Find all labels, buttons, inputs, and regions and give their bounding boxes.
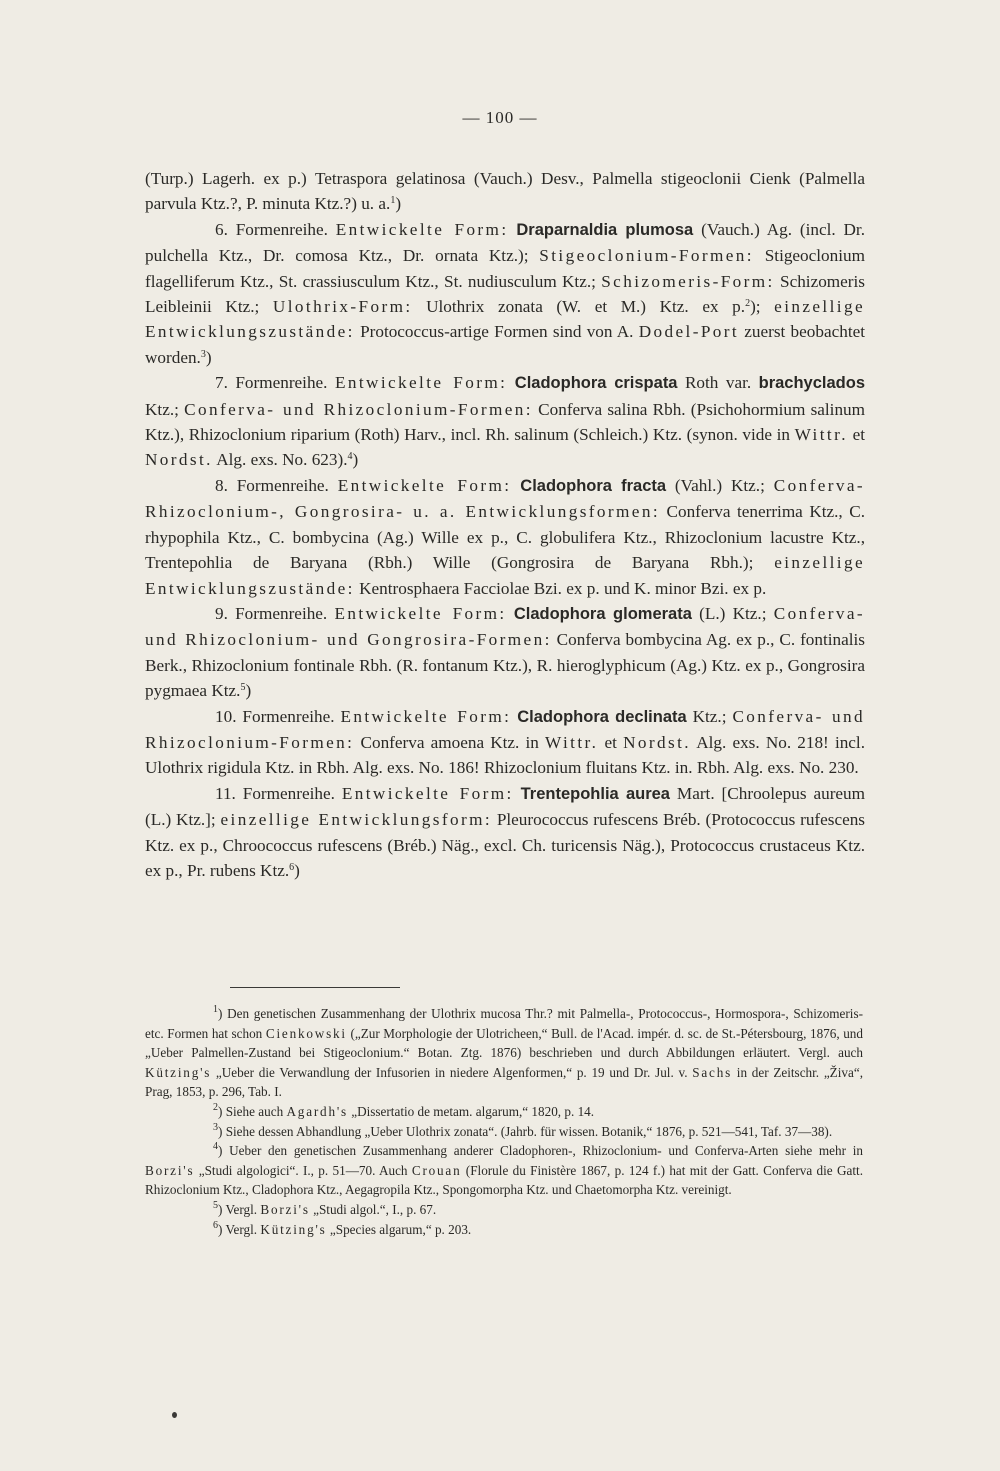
paragraph-formenreihe-7 [145,370,865,473]
text-run: ) Den genetischen Zusammenhang der Ulothrix mucosa Thr.? mit Palmella-, Protococcus-, Hormospora-, Schizomeris- etc. Formen hat schon [145,1006,863,1041]
text-run: Stigeoclonium flagelliferum Ktz., St. crassiusculum Ktz., St. nudiusculum Ktz.; [145,246,865,291]
paragraph-formenreihe-11 [145,781,865,884]
footnote-mark: 6 [213,1219,218,1231]
text-run: (Turp.) Lagerh. ex p.) Tetraspora gelatinosa (Vauch.) Desv., Palmella stigeoclonii Cienk (Palmella parvula Ktz.?, P. minuta Ktz.?) u. a. [145,169,865,214]
footnote-1 [145,1004,863,1102]
text-run: Ktz.; [145,399,185,419]
series-number: 6. Formenreihe. [215,219,336,239]
text-run: „Studi algol.“, I., p. 67. [309,1201,437,1217]
spaced-term: Entwickelte Form: [335,219,509,239]
spaced-term: Entwickelte Form: [334,373,508,393]
text-run: (Florule du Finistère 1867, p. 124 f.) hat mit der Gatt. Conferva die Gatt. Rhizoclonium Ktz., Cladophora Ktz., Aegagropila Ktz., Spongomorpha Ktz. und Chaetomorpha Ktz. vereinigt. [145,1162,863,1198]
genus-name: Draparnaldia plumosa [516,220,694,239]
text-run: Protococcus-artige Formen sind von A. [354,322,639,342]
footnotes [145,1004,863,1239]
text-run: ) [352,450,359,470]
text-run: ) Vergl. [218,1221,261,1237]
text-run: „Ueber die Verwandlung der Infusorien in niedere Algenformen,“ p. 19 und Dr. Jul. v. [211,1064,693,1080]
text-run: Kentrosphaera Facciolae Bzi. ex p. und K. minor Bzi. ex p. [354,578,767,598]
main-text [145,166,865,883]
spaced-term: Conferva- und Rhizoclonium- und Gongrosira-Formen: [145,603,865,650]
spaced-term: einzellige Entwicklungszustände: [145,553,865,598]
text-run: (Vauch.) Ag. (incl. Dr. pulchella Ktz., Dr. comosa Ktz., Dr. ornata Ktz.); [145,219,865,266]
genus-name: Trentepohlia aurea [520,784,670,803]
text-run: ) Ueber den genetischen Zusammenhang anderer Cladophoren-, Rhizoclonium- und Conferva-Arten siehe mehr in [218,1143,863,1159]
author-name: Dodel-Port [638,322,740,342]
page-number: — 100 — [462,108,538,127]
spaced-term: Entwickelte Form: [337,475,512,495]
footnote-ref[interactable]: 4 [347,451,353,463]
series-number: 8. Formenreihe. [215,475,338,495]
text-run: Alg. exs. No. 623). [212,450,348,470]
text-run: Ulothrix zonata (W. et M.) Ktz. ex p. [412,297,746,317]
text-run: Mart. [Chroolepus aureum (L.) Ktz.]; [145,783,866,830]
series-number: 10. Formenreihe. [215,706,341,726]
text-run: ) Vergl. [218,1201,261,1217]
text-run: Alg. exs. No. 218! incl. Ulothrix rigidula Ktz. in Rbh. Alg. exs. No. 186! Rhizoclonium fluitans Ktz. in. Rbh. Alg. exs. No. 230. [145,732,866,778]
footnote-ref[interactable]: 6 [289,861,295,873]
footnote-ref[interactable]: 1 [390,195,396,207]
author-name: Kützing's [145,1064,212,1080]
footnote-separator [230,987,400,988]
text-run: „Dissertatio de metam. algarum,“ 1820, p. 14. [347,1103,595,1119]
text-run: ) Siehe auch [218,1103,287,1119]
spaced-term: einzellige Entwicklungsform: [220,810,493,830]
footnote-ref[interactable]: 2 [745,298,751,310]
author-name: Wittr. [794,425,848,445]
text-run: et [598,732,624,752]
text-run: Conferva amoena Ktz. in [354,732,546,752]
spaced-term: Entwickelte Form: [341,783,514,803]
spaced-term: Stigeoclonium-Formen: [539,246,754,266]
text-run: „Species algarum,“ p. 203. [326,1221,472,1237]
text-run: „Studi algologici“. I., p. 51—70. Auch [194,1162,412,1178]
text-run: Conferva bombycina Ag. ex p., C. fontinalis Berk., Rhizoclonium fontinale Rbh. (R. fontanum Ktz.), R. hieroglyphicum (Ag.) Ktz. ex p., Gongrosira pygmaea Ktz. [145,630,865,701]
genus-name: Cladophora declinata [517,707,687,726]
genus-name: Cladophora glomerata [513,604,692,623]
genus-name: Cladophora fracta [520,476,667,495]
footnote-mark: 5 [213,1199,218,1211]
spaced-term: Entwickelte Form: [340,706,512,726]
spaced-term: Conferva- und Rhizoclonium-Formen: [184,399,533,419]
footnote-mark: 2 [213,1101,218,1113]
paragraph-formenreihe-6 [145,217,865,370]
genus-name: Cladophora crispata [514,374,678,393]
series-number: 7. Formenreihe. [215,373,335,393]
author-name: Wittr. [545,732,599,752]
footnote-4 [145,1141,863,1200]
text-run: ) [205,347,212,367]
author-name: Nordst. [623,732,691,752]
footnote-2 [145,1102,863,1122]
text-run: („Zur Morphologie der Ulotricheen,“ Bull. de l'Acad. impér. d. sc. de St.-Pétersbourg, 1876, und „Ueber Palmellen-Zustand bei Stigeoclonium.“ Botan. Ztg. 1876) beschrieben und durch Abbildungen erläutert. Vergl. auch [145,1025,863,1061]
text-run: ) [294,860,300,880]
text-run: Conferva salina Rbh. (Psichohormium salinum Ktz.), Rhizoclonium riparium (Roth) Harv., incl. Rh. salinum (Schleich.) Ktz. (synon. vide in [145,399,866,445]
text-run: Roth var. [677,373,759,393]
variety-name: brachyclados [758,374,865,393]
author-name: Sachs [692,1064,733,1080]
text-run: et [847,425,866,445]
spaced-term: Entwickelte Form: [334,603,507,623]
author-name: Borzi's [260,1201,310,1217]
series-number: 11. Formenreihe. [215,783,342,803]
spaced-term: Ulothrix-Form: [272,297,413,317]
author-name: Nordst. [145,450,213,470]
footnote-ref[interactable]: 5 [240,682,246,694]
footnote-5 [145,1200,863,1220]
text-run: Ktz.; [686,706,733,726]
text-run: ) [395,194,402,214]
text-run: ) Siehe dessen Abhandlung „Ueber Ulothrix zonata“. (Jahrb. für wissen. Botanik,“ 1876, p. 521—541, Taf. 37—38). [218,1123,833,1139]
footnote-mark: 4 [213,1141,218,1153]
author-name: Agardh's [286,1103,348,1119]
spaced-term: Schizomeris-Form: [601,271,775,291]
footnote-mark: 3 [213,1121,218,1133]
author-name: Kützing's [260,1221,327,1237]
text-run: Conferva tenerrima Ktz., C. rhypophila Ktz., C. bombycina (Ag.) Wille ex p., C. globulifera Ktz., Rhizoclonium lacustre Ktz., Trentepohlia de Baryana (Rbh.) Wille (Gongrosira de Baryana Rbh.); [145,502,865,573]
author-name: Borzi's [145,1162,195,1178]
text-run: in der Zeitschr. „Živa“, Prag, 1853, p. 296, Tab. I. [145,1064,863,1100]
text-run: ) [245,681,252,701]
paragraph-formenreihe-8 [145,473,865,601]
spaced-term: Conferva- und Rhizoclonium-Formen: [145,706,866,752]
ink-speck [172,1412,177,1418]
footnote-ref[interactable]: 3 [200,348,206,360]
spaced-term: Conferva-Rhizoclonium-, Gongrosira- u. a. Entwicklungsformen: [145,475,865,522]
text-run: Schizomeris Leibleinii Ktz.; [145,271,865,317]
footnote-6 [145,1220,863,1240]
text-run: Pleurococcus rufescens Bréb. (Protococcus rufescens Ktz. ex p., Chroococcus rufescens (Bréb.) Näg., excl. Ch. turicensis Näg.), Protococcus crustaceus Ktz. ex p., Pr. rubens Ktz. [145,810,865,880]
paragraph-continuation [145,166,865,217]
paragraph-formenreihe-9 [145,601,865,704]
footnote-mark: 1 [213,1004,218,1015]
text-run: (L.) Ktz.; [691,603,774,623]
text-run: (Vahl.) Ktz.; [666,475,774,495]
paragraph-formenreihe-10 [145,704,865,781]
footnote-3 [145,1122,863,1142]
author-name: Crouan [411,1162,462,1178]
spaced-term: einzellige Entwicklungszustände: [145,297,865,342]
text-run: ); [750,297,775,317]
series-number: 9. Formenreihe. [215,603,335,623]
text-run: zuerst beobachtet worden. [145,322,865,367]
author-name: Cienkowski [265,1025,347,1041]
